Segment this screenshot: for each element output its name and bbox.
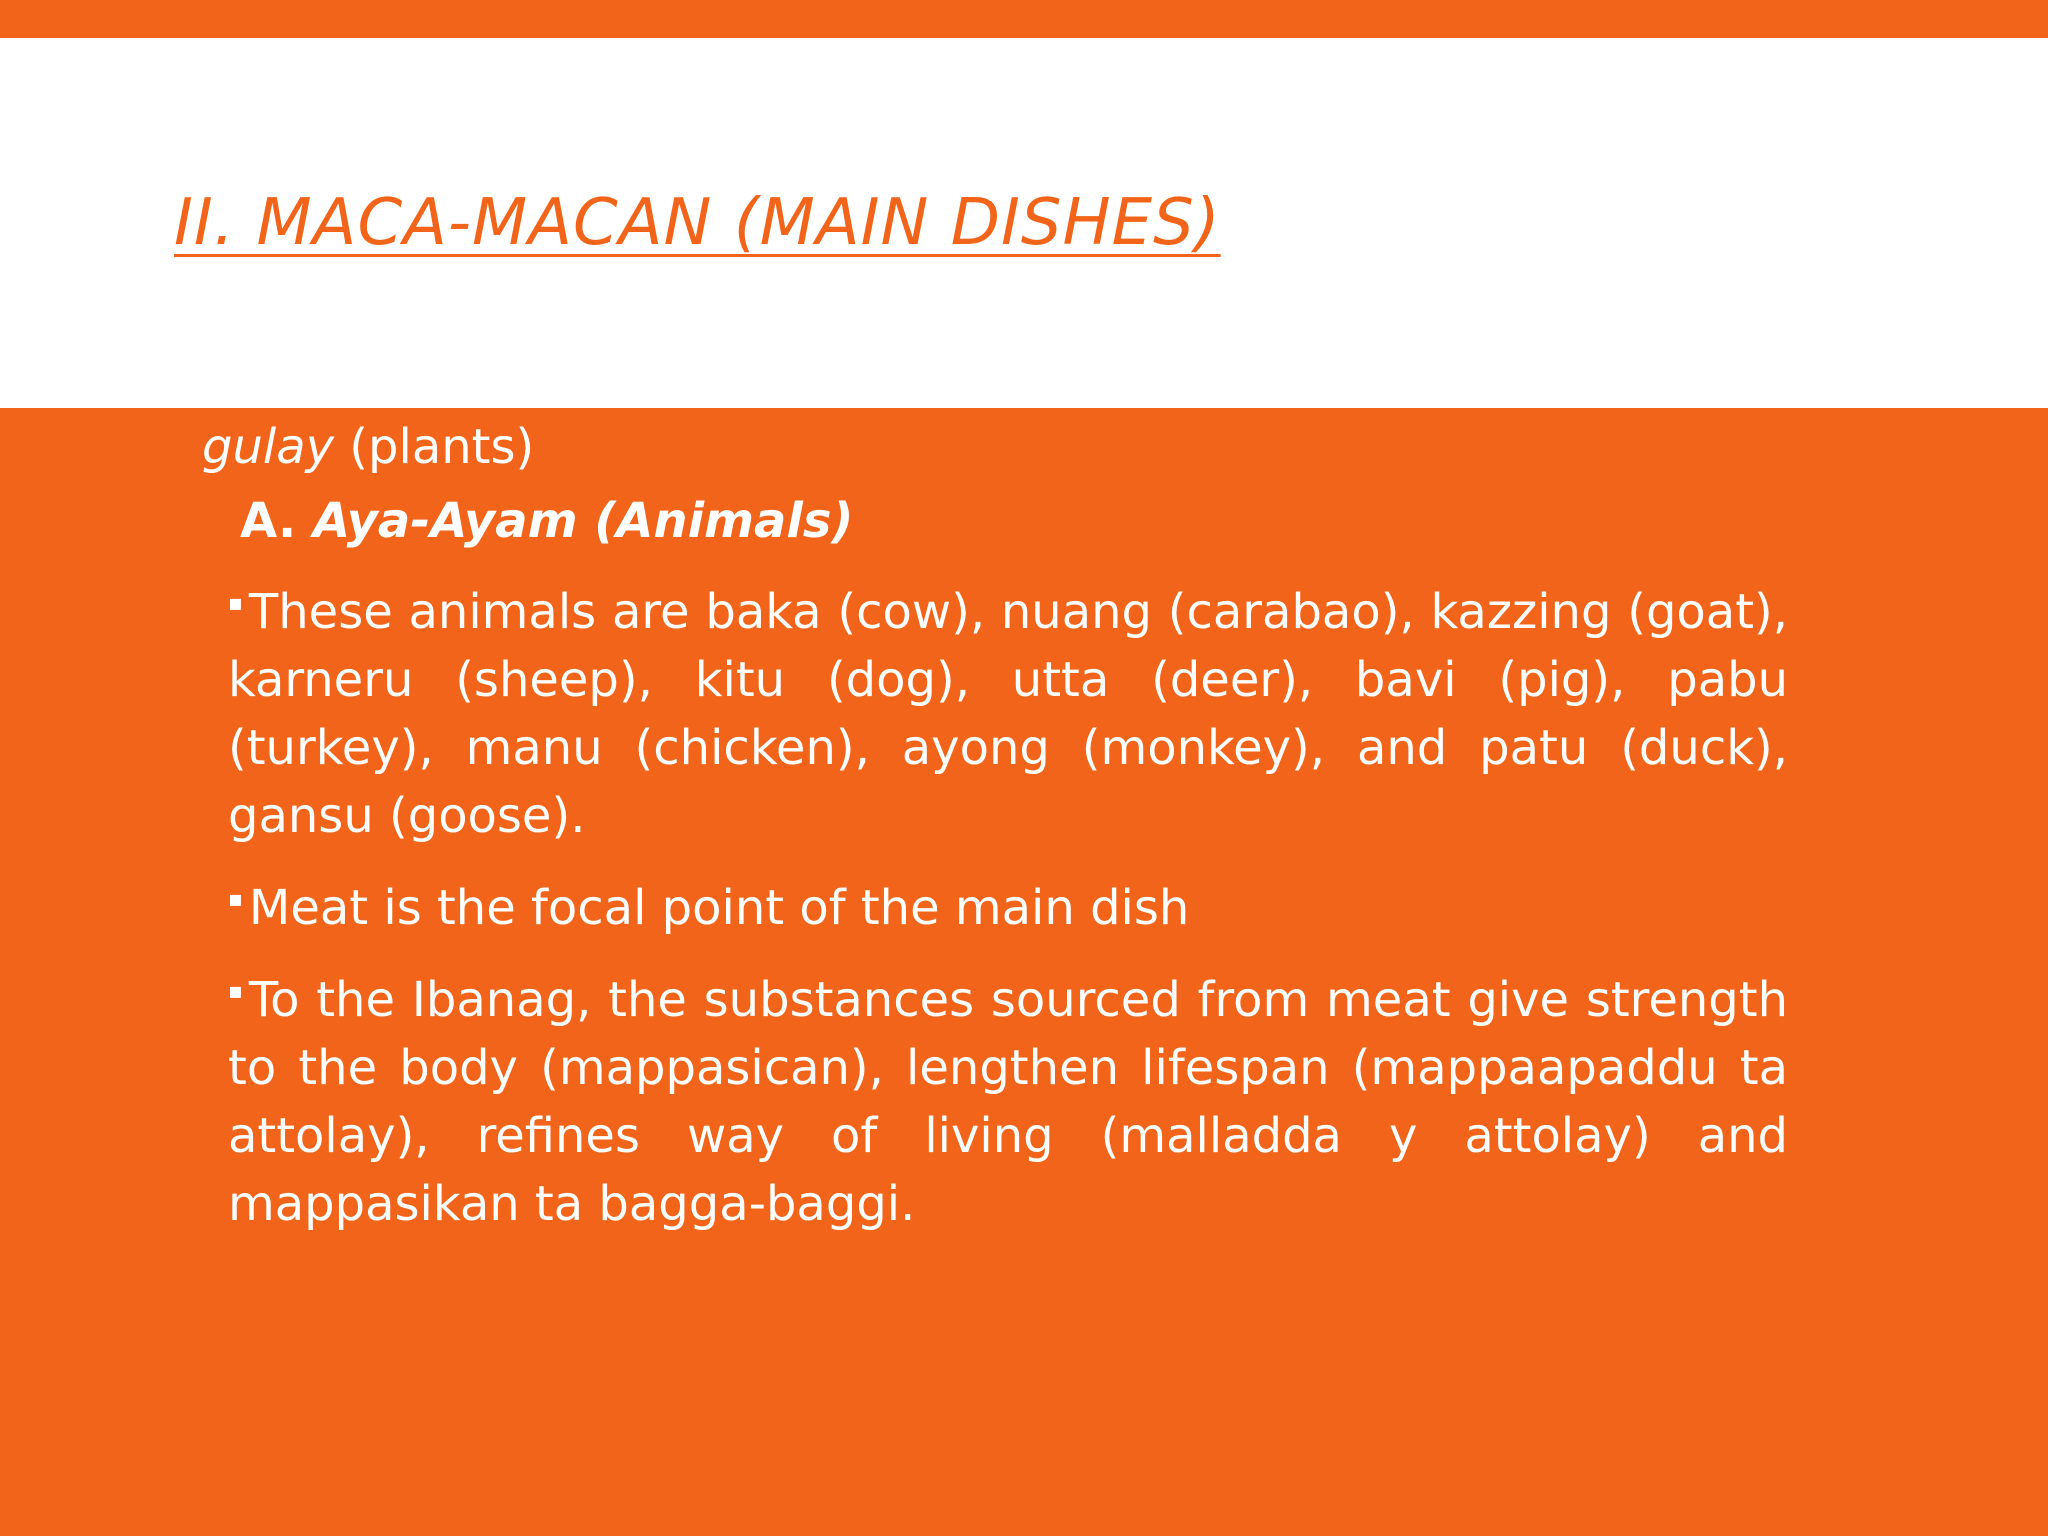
bullet-item [228, 866, 1788, 942]
bullet-text: These animals are baka (cow), nuang (carabao), kazzing (goat), karneru (sheep), kitu (dog), utta (deer), bavi (pig), pabu (turkey), manu (chicken), ayong (monkey), and patu (duck), gansu (goose). [228, 584, 1788, 844]
bullet-text: To the Ibanag, the substances sourced from meat give strength to the body (mappasican), lengthen lifespan (mappaapaddu ta attolay), refines way of living (malladda y attolay) and mappasikan ta bagga-baggi. [228, 972, 1788, 1232]
slide-body [202, 418, 1792, 1254]
continued-italic-word: gulay [202, 419, 335, 475]
bullet-text: Meat is the focal point of the main dish [248, 880, 1190, 936]
continued-rest: (plants) [334, 419, 535, 475]
slide-title: II. MACA-MACAN (MAIN DISHES) [174, 186, 1221, 260]
bullet-square-icon: ▪ [228, 887, 243, 912]
bullet-list [228, 570, 1788, 1238]
continued-line [202, 418, 1792, 476]
bullet-square-icon: ▪ [228, 591, 243, 616]
section-title: Aya-Ayam (Animals) [312, 493, 854, 549]
section-heading [240, 490, 1792, 552]
bullet-square-icon: ▪ [228, 979, 243, 1004]
top-accent-stripe [0, 0, 2048, 38]
section-letter: A. [240, 493, 313, 549]
title-band [0, 38, 2048, 408]
bullet-item [228, 570, 1788, 850]
bullet-item [228, 958, 1788, 1238]
